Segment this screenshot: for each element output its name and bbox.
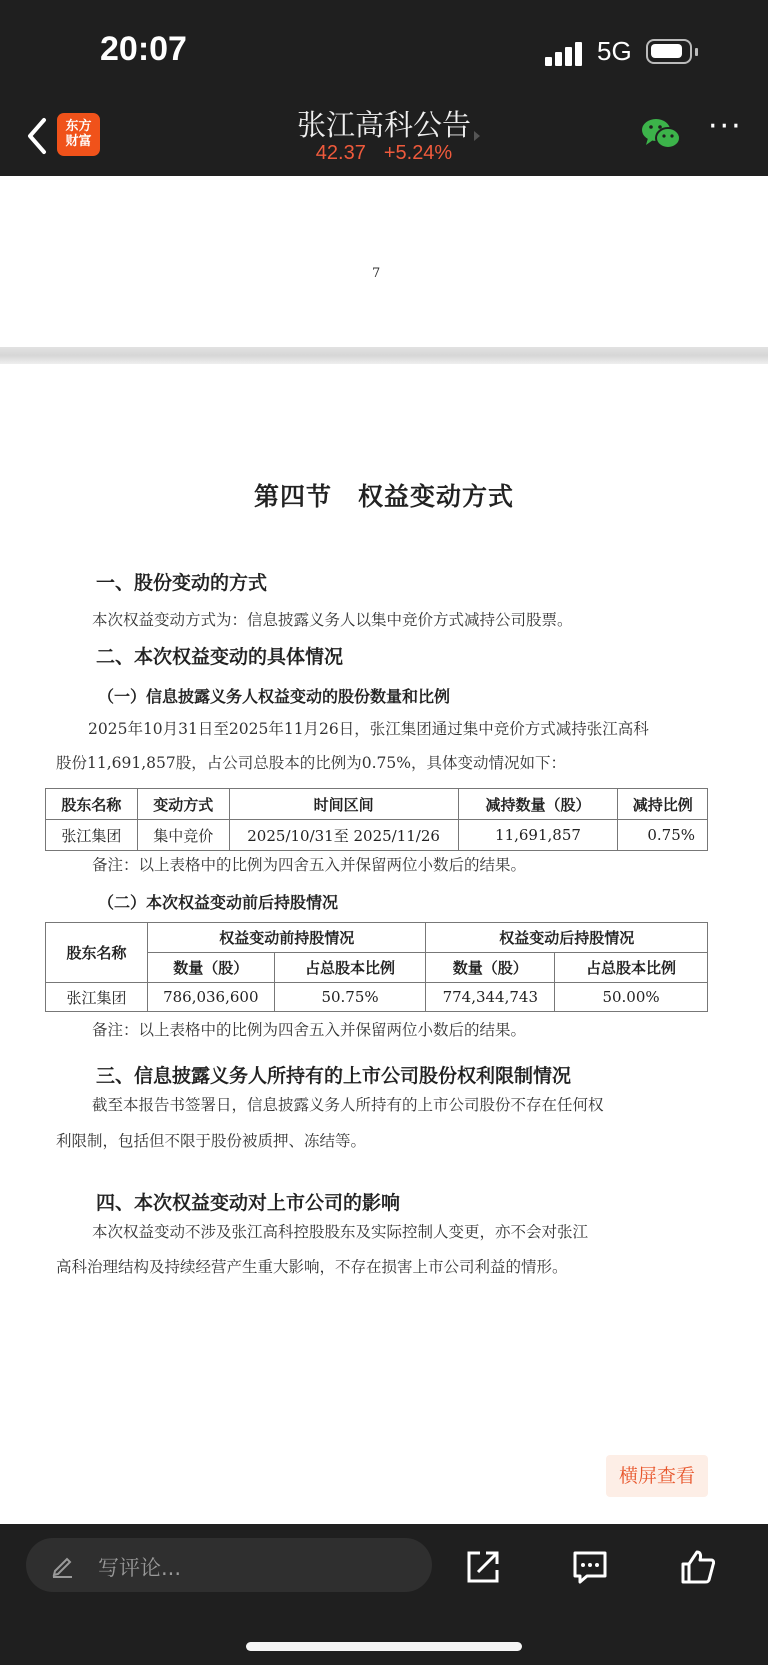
more-menu-icon[interactable]: ··· xyxy=(708,109,743,144)
network-type: 5G xyxy=(597,36,632,66)
expand-triangle-icon xyxy=(474,131,480,141)
table-cell: 11,691,857 xyxy=(458,820,618,851)
table-row xyxy=(46,820,708,851)
table-header-cell: 减持比例 xyxy=(618,789,708,820)
table-header-cell: 股东名称 xyxy=(46,789,138,820)
table-cell: 50.00% xyxy=(555,983,708,1012)
page-number: 7 xyxy=(372,266,381,281)
paragraph-two-line2: 股份11,691,857股，占公司总股本的比例为0.75%，具体变动情况如下： xyxy=(56,754,566,772)
heading-one: 一、股份变动的方式 xyxy=(96,572,268,594)
table-header-cell: 权益变动前持股情况 xyxy=(147,923,426,953)
table-cell: 0.75% xyxy=(618,820,708,851)
holdings-table xyxy=(45,922,708,1012)
table-cell: 张江集团 xyxy=(46,820,138,851)
heading-four: 四、本次权益变动对上市公司的影响 xyxy=(96,1192,401,1214)
paragraph-two-line1: 2025年10月31日至2025年11月26日，张江集团通过集中竞价方式减持张江高科 xyxy=(88,720,649,738)
status-time: 20:07 xyxy=(100,30,187,68)
comment-input[interactable] xyxy=(26,1538,432,1592)
like-icon[interactable] xyxy=(679,1548,717,1586)
table-header-cell: 变动方式 xyxy=(137,789,229,820)
heading-two: 二、本次权益变动的具体情况 xyxy=(96,646,344,668)
paragraph-four-line2: 高科治理结构及持续经营产生重大影响，不存在损害上市公司利益的情形。 xyxy=(56,1258,568,1276)
comment-placeholder: 写评论... xyxy=(98,1556,182,1580)
share-icon[interactable] xyxy=(464,1548,502,1586)
subheading-one: （一）信息披露义务人权益变动的股份数量和比例 xyxy=(98,687,451,706)
paragraph-four-line1: 本次权益变动不涉及张江高科控股股东及实际控制人变更，亦不会对张江 xyxy=(92,1223,589,1241)
table-header-cell: 权益变动后持股情况 xyxy=(426,923,708,953)
table-cell: 50.75% xyxy=(274,983,426,1012)
signal-icon xyxy=(545,40,585,66)
paragraph-three-line1: 截至本报告书签署日，信息披露义务人所持有的上市公司股份不存在任何权 xyxy=(92,1096,604,1114)
table-cell: 786,036,600 xyxy=(147,983,274,1012)
home-indicator xyxy=(246,1642,522,1651)
logo-text-top: 东方 xyxy=(65,119,92,134)
page-divider xyxy=(0,347,768,364)
table-note-one: 备注：以上表格中的比例为四舍五入并保留两位小数后的结果。 xyxy=(92,856,527,874)
paragraph-one: 本次权益变动方式为：信息披露义务人以集中竞价方式减持公司股票。 xyxy=(92,611,573,629)
table-header-cell: 减持数量（股） xyxy=(458,789,618,820)
stock-change: +5.24% xyxy=(383,142,453,164)
top-bar xyxy=(0,0,768,176)
heading-three: 三、信息披露义务人所持有的上市公司股份权利限制情况 xyxy=(96,1065,572,1087)
table-row xyxy=(46,983,708,1012)
table-header-row xyxy=(46,923,708,953)
table-header-cell: 数量（股） xyxy=(426,953,555,983)
bottom-bar xyxy=(0,1524,768,1665)
table-header-row xyxy=(46,789,708,820)
table-cell: 774,344,743 xyxy=(426,983,555,1012)
table-note-two: 备注：以上表格中的比例为四舍五入并保留两位小数后的结果。 xyxy=(92,1021,527,1039)
logo-text-bottom: 财富 xyxy=(65,134,92,149)
table-header-cell: 占总股本比例 xyxy=(274,953,426,983)
battery-icon xyxy=(646,39,692,64)
table-header-cell: 数量（股） xyxy=(147,953,274,983)
subheading-two: （二）本次权益变动前后持股情况 xyxy=(98,893,339,912)
table-cell: 张江集团 xyxy=(46,983,148,1012)
section-title: 第四节 权益变动方式 xyxy=(253,482,514,511)
table-header-cell: 时间区间 xyxy=(229,789,458,820)
reduction-table xyxy=(45,788,708,851)
pencil-icon xyxy=(50,1552,76,1578)
table-header-cell: 占总股本比例 xyxy=(555,953,708,983)
table-cell: 2025/10/31至 2025/11/26 xyxy=(229,820,458,851)
landscape-view-button[interactable]: 横屏查看 xyxy=(606,1455,708,1497)
page-title: 张江高科公告 xyxy=(296,108,471,142)
table-cell: 集中竞价 xyxy=(137,820,229,851)
wechat-share-icon[interactable] xyxy=(640,116,682,152)
table-header-cell: 股东名称 xyxy=(46,923,148,983)
paragraph-three-line2: 利限制，包括但不限于股份被质押、冻结等。 xyxy=(56,1132,367,1150)
stock-price: 42.37 xyxy=(315,142,366,164)
comment-icon[interactable] xyxy=(571,1548,609,1586)
